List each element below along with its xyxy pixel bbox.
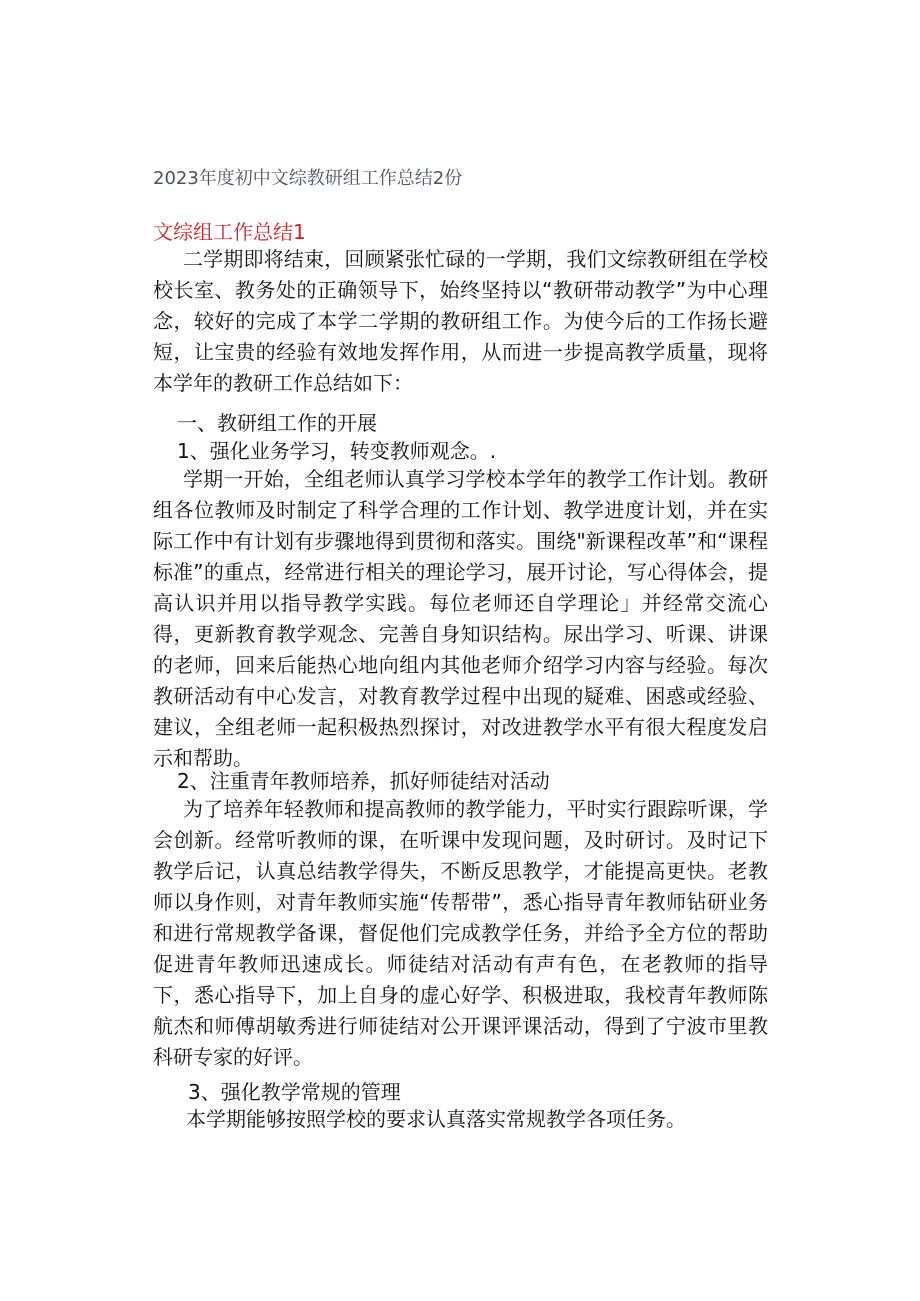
document-title: 2023年度初中文综教研组工作总结2份 — [153, 168, 463, 189]
section-heading: 文综组工作总结1 — [153, 220, 306, 244]
part-one-heading: 一、教研组工作的开展 — [177, 411, 377, 435]
intro-paragraph: 二学期即将结束，回顾紧张忙碌的一学期，我们文综教研组在学校校长室、教务处的正确领导下，始终坚持以“教研带动教学”为中心理念，较好的完成了本学二学期的教研组工作。为使今后的工作扬长避短，让宝贵的经验有效地发挥作用，从而进一步提高教学质量，现将本学年的教研工作总结如下： — [153, 247, 768, 395]
item1-paragraph: 学期一开始，全组老师认真学习学校本学年的教学工作计划。教研组各位教师及时制定了科学合理的工作计划、教学进度计划，并在实际工作中有计划有步骤地得到贯彻和落实。围绕"新课程改革”和“课程标准”的重点，经常进行相关的理论学习，展开讨论，写心得体会，提高认识并用以指导教学实践。每位老师还自学理论」并经常交流心得，更新教育教学观念、完善自身知识结构。尿出学习、听课、讲课的老师，回来后能热心地向组内其他老师介绍学习内容与经验。每次教研活动有中心发言，对教育教学过程中出现的疑难、困惑或经验、建议，全组老师一起积极热烈探讨，对改进教学水平有很大程度发启示和帮助。 — [153, 467, 768, 770]
item3-heading: 3、强化教学常规的管理 — [188, 1080, 401, 1104]
item2-paragraph: 为了培养年轻教师和提高教师的教学能力，平时实行跟踪听课，学会创新。经常听教师的课，在听课中发现问题，及时研讨。及时记下教学后记，认真总结教学得失，不断反思教学，才能提高更快。老教师以身作则，对青年教师实施“传帮带”，悉心指导青年教师钻研业务和进行常规教学备课，督促他们完成教学任务，并给予全方位的帮助促进青年教师迅速成长。师徒结对活动有声有色，在老教师的指导下，悉心指导下，加上自身的虚心好学、积极进取，我校青年教师陈航杰和师傅胡敏秀进行师徒结对公开课评课活动，得到了宁波市里教科研专家的好评。 — [153, 797, 768, 1069]
item2-heading: 2、注重青年教师培养，抓好师徒结对活动 — [177, 769, 550, 793]
item3-paragraph: 本学期能够按照学校的要求认真落实常规教学各项任务。 — [186, 1107, 686, 1131]
item1-heading: 1、强化业务学习，转变教师观念。. — [177, 439, 497, 463]
